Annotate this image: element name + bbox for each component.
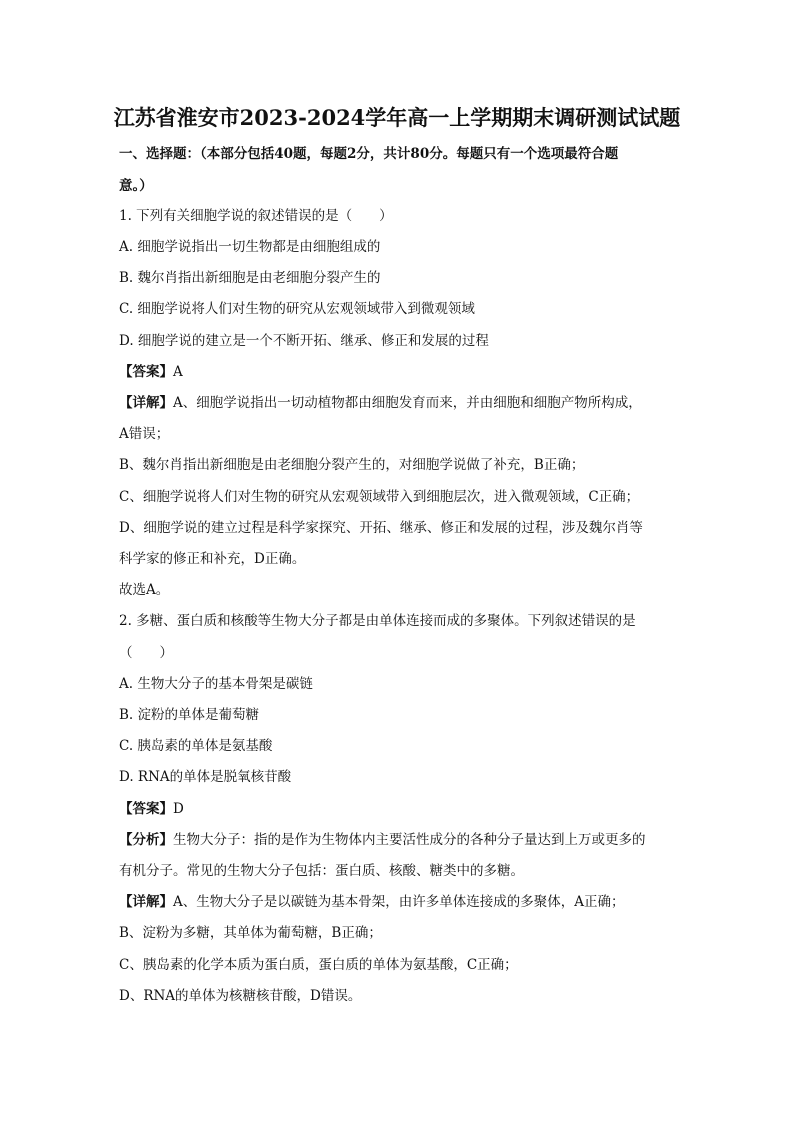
question-2-detail-line-2: B、淀粉为多糖，其单体为葡萄糖，B正确；: [119, 925, 382, 941]
question-2-detail-line-3: C、胰岛素的化学本质为蛋白质，蛋白质的单体为氨基酸，C正确；: [119, 957, 518, 973]
question-2-stem-line-1: 2. 多糖、蛋白质和核酸等生物大分子都是由单体连接而成的多聚体。下列叙述错误的是: [119, 613, 636, 629]
answer-value: A: [173, 364, 183, 380]
question-2-option-a: A. 生物大分子的基本骨架是碳链: [119, 676, 313, 692]
answer-label: 【答案】: [119, 364, 173, 380]
section-heading-line-2: 意。）: [119, 178, 153, 194]
question-1-stem: 1. 下列有关细胞学说的叙述错误的是（ ）: [119, 208, 393, 224]
document-title: 江苏省淮安市2023-2024学年高一上学期期末调研测试试题: [113, 105, 681, 130]
question-1-option-d: D. 细胞学说的建立是一个不断开拓、继承、修正和发展的过程: [119, 333, 489, 349]
question-1-answer: [119, 362, 679, 382]
question-2-analysis-line-2: 有机分子。常见的生物大分子包括：蛋白质、核酸、糖类中的多糖。: [119, 863, 524, 879]
detail-text: A、生物大分子是以碳链为基本骨架，由许多单体连接成的多聚体，A正确；: [173, 894, 625, 910]
question-1-detail-line-6: 科学家的修正和补充，D正确。: [119, 551, 306, 567]
question-1-option-b: B. 魏尔肖指出新细胞是由老细胞分裂产生的: [119, 270, 381, 286]
question-1-detail-line-4: C、细胞学说将人们对生物的研究从宏观领域带入到细胞层次，进入微观领域，C正确；: [119, 489, 640, 505]
question-2-stem-line-2: （ ）: [119, 645, 173, 661]
question-1-detail-line-5: D、细胞学说的建立过程是科学家探究、开拓、继承、修正和发展的过程，涉及魏尔肖等: [119, 520, 643, 536]
analysis-text: 生物大分子：指的是作为生物体内主要活性成分的各种分子量达到上万或更多的: [173, 832, 646, 848]
question-1-option-c: C. 细胞学说将人们对生物的研究从宏观领域带入到微观领域: [119, 301, 475, 317]
answer-value: D: [173, 801, 184, 817]
question-1-detail-line-1: [119, 393, 679, 413]
detail-label: 【详解】: [119, 395, 173, 411]
question-2-detail-line-4: D、RNA的单体为核糖核苷酸，D错误。: [119, 988, 362, 1004]
question-1-detail-line-3: B、魏尔肖指出新细胞是由老细胞分裂产生的，对细胞学说做了补充，B正确；: [119, 457, 585, 473]
detail-text: A、细胞学说指出一切动植物都由细胞发育而来，并由细胞和细胞产物所构成，: [173, 395, 642, 411]
question-2-answer: [119, 799, 679, 819]
detail-label: 【详解】: [119, 894, 173, 910]
question-1-detail-line-2: A错误；: [119, 426, 170, 442]
question-2-option-c: C. 胰岛素的单体是氨基酸: [119, 738, 273, 754]
question-2-option-d: D. RNA的单体是脱氧核苷酸: [119, 769, 292, 785]
question-2-detail-line-1: [119, 892, 679, 912]
question-1-conclusion: 故选A。: [119, 582, 170, 598]
question-2-option-b: B. 淀粉的单体是葡萄糖: [119, 707, 260, 723]
answer-label: 【答案】: [119, 801, 173, 817]
section-heading-line-1: 一、选择题：（本部分包括40题，每题2分，共计80分。每题只有一个选项最符合题: [119, 146, 619, 162]
question-2-analysis-line-1: [119, 830, 679, 850]
analysis-label: 【分析】: [119, 832, 173, 848]
question-1-option-a: A. 细胞学说指出一切生物都是由细胞组成的: [119, 239, 381, 255]
